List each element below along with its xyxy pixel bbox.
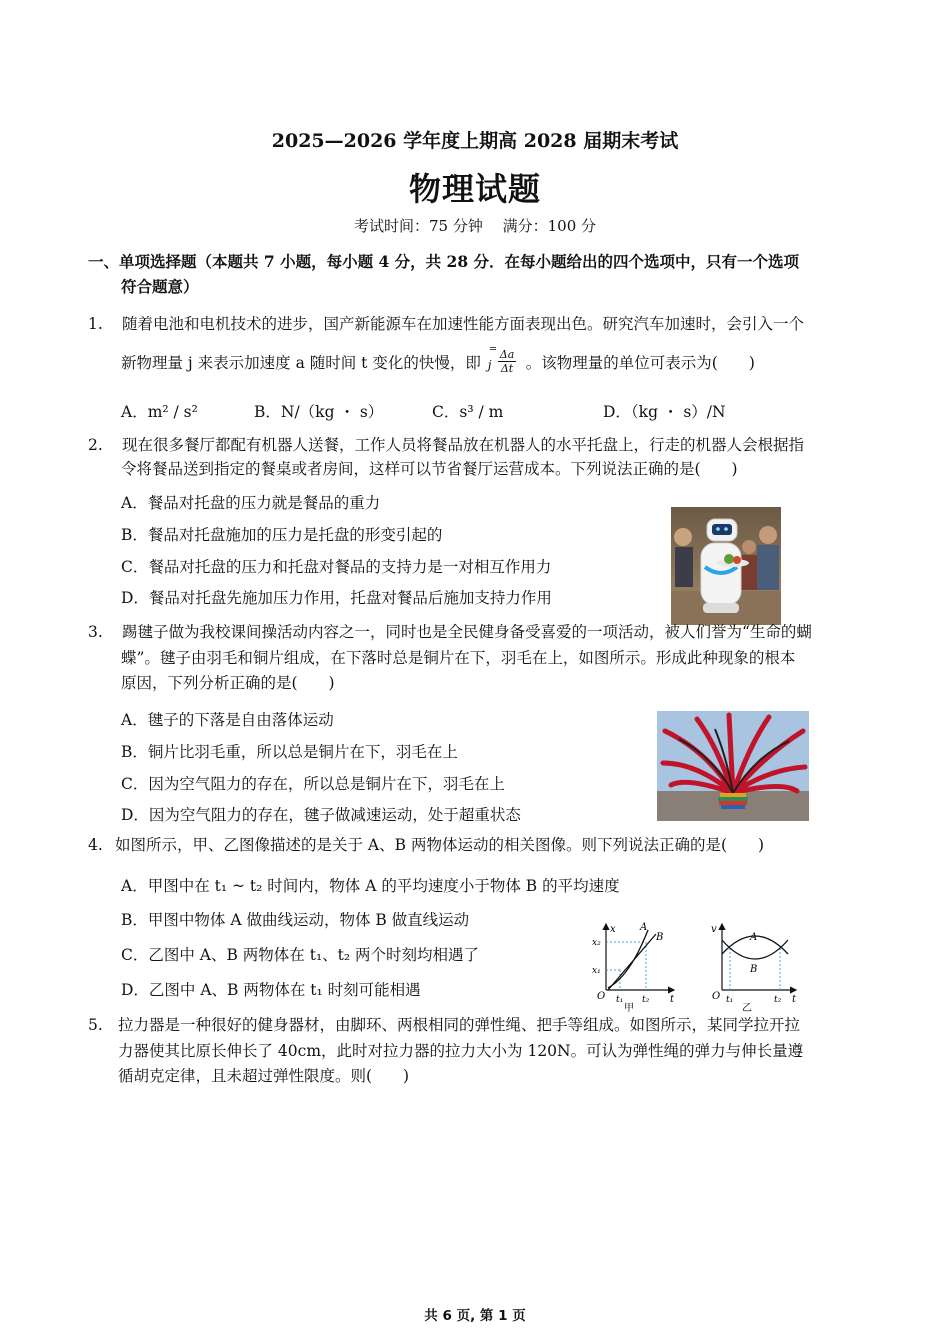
question-text: 现在很多餐厅都配有机器人送餐，工作人员将餐品放在机器人的水平托盘上，行走的机器人会根据指 [122, 436, 805, 454]
option-c[interactable]: C．s³ / m [432, 403, 504, 421]
label-t2: t₂ [774, 995, 782, 1005]
question-number: 5. [88, 1016, 103, 1034]
option-b[interactable]: B．甲图中物体 A 做曲线运动，物体 B 做直线运动 [121, 911, 470, 929]
option-d[interactable]: D．餐品对托盘先施加压力作用，托盘对餐品后施加支持力作用 [121, 589, 552, 607]
label-a: A [640, 922, 648, 933]
graph-yi [708, 920, 800, 1012]
formula-fraction [498, 348, 517, 375]
question-5 [88, 1013, 800, 1035]
formula [486, 346, 526, 382]
graph-caption: 乙 [742, 1003, 752, 1012]
option-a[interactable]: A．甲图中在 t₁ ~ t₂ 时间内，物体 A 的平均速度小于物体 B 的平均速度 [121, 877, 620, 895]
question-1 [88, 312, 804, 334]
option-c[interactable]: C．因为空气阻力的存在，所以总是铜片在下，羽毛在上 [121, 775, 505, 793]
shuttlecock-image [657, 711, 809, 821]
label-t: t [670, 994, 675, 1005]
label-a: A [750, 932, 758, 943]
question-2-line2: 令将餐品送到指定的餐桌或者房间，这样可以节省餐厅运营成本。下列说法正确的是( ) [121, 460, 738, 478]
option-c[interactable]: C．乙图中 A、B 两物体在 t₁、t₂ 两个时刻均相遇了 [121, 946, 480, 964]
question-text: 如图所示，甲、乙图像描述的是关于 A、B 两物体运动的相关图像。则下列说法正确的是( ) [115, 836, 765, 854]
option-b[interactable]: B．铜片比羽毛重，所以总是铜片在下，羽毛在上 [121, 743, 458, 761]
formula-lhs: j [487, 358, 492, 372]
question-text: 拉力器是一种很好的健身器材，由脚环、两根相同的弹性绳、把手等组成。如图所示，某同学拉开拉 [118, 1016, 801, 1034]
question-number: 3. [88, 623, 103, 641]
formula-eq: = [488, 344, 498, 355]
option-a[interactable]: A．餐品对托盘的压力就是餐品的重力 [121, 494, 381, 512]
label-t1: t₁ [616, 995, 624, 1005]
label-t2: t₂ [642, 995, 650, 1005]
label-v: v [711, 924, 717, 935]
question-text: 踢毽子做为我校课间操活动内容之一，同时也是全民健身备受喜爱的一项活动，被人们誉为“生命的蝴 [122, 623, 812, 641]
label-x: x [610, 924, 616, 935]
question-number: 1. [88, 315, 103, 333]
question-2 [88, 433, 804, 455]
question-5-line3: 循胡克定律，且未超过弹性限度。则( ) [118, 1067, 410, 1085]
label-origin: O [712, 991, 721, 1002]
option-b[interactable]: B．餐品对托盘施加的压力是托盘的形变引起的 [121, 526, 443, 544]
question-text: 。该物理量的单位可表示为( ) [525, 354, 755, 372]
question-number: 4. [88, 836, 103, 854]
graph-jia [590, 920, 680, 1012]
curve-a [608, 930, 648, 988]
label-origin: O [597, 991, 606, 1002]
section-heading: 一、单项选择题（本题共 7 小题，每小题 4 分，共 28 分．在每小题给出的四个选项中，只有一个选项 [88, 252, 800, 271]
option-c[interactable]: C．餐品对托盘的压力和托盘对餐品的支持力是一对相互作用力 [121, 558, 552, 576]
subject-title: 物理试题 [408, 170, 541, 208]
label-t1: t₁ [726, 995, 734, 1005]
section-heading-cont: 符合题意） [121, 277, 199, 296]
question-1-line2 [121, 343, 755, 383]
question-3-line3: 原因，下列分析正确的是( ) [121, 674, 335, 692]
option-a[interactable]: A．m² / s² [121, 403, 198, 421]
option-d[interactable]: D．（kg ・ s）/N [603, 403, 726, 421]
exam-title: 2025—2026 学年度上期高 2028 届期末考试 [271, 130, 679, 152]
label-b: B [656, 932, 664, 943]
label-b: B [750, 964, 758, 975]
robot-waiter-image [671, 507, 781, 625]
question-text: 随着电池和电机技术的进步，国产新能源车在加速性能方面表现出色。研究汽车加速时，会引入一个 [122, 315, 805, 333]
exam-info: 考试时间：75 分钟 满分：100 分 [353, 217, 597, 235]
label-x2: x₂ [592, 938, 601, 948]
question-4 [88, 833, 764, 855]
question-5-line2: 力器使其比原长伸长了 40cm，此时对拉力器的拉力大小为 120N。可认为弹性绳的弹力与伸长量遵 [118, 1042, 804, 1060]
question-number: 2. [88, 436, 103, 454]
question-3-line2: 蝶”。毽子由羽毛和铜片组成，在下落时总是铜片在下，羽毛在上，如图所示。形成此种现象的根本 [121, 649, 796, 667]
question-text: 新物理量 j 来表示加速度 a 随时间 t 变化的快慢，即 [121, 354, 481, 372]
option-a[interactable]: A．毽子的下落是自由落体运动 [121, 711, 334, 729]
question-3 [88, 620, 812, 642]
page-footer: 共 6 页, 第 1 页 [424, 1308, 526, 1324]
label-t: t [792, 994, 797, 1005]
option-b[interactable]: B．N/（kg ・ s） [254, 403, 384, 421]
option-d[interactable]: D．乙图中 A、B 两物体在 t₁ 时刻可能相遇 [121, 981, 421, 999]
graph-caption: 甲 [624, 1003, 634, 1012]
formula-numerator: Δa [499, 348, 515, 361]
label-x1: x₁ [592, 966, 601, 976]
option-d[interactable]: D．因为空气阻力的存在，毽子做减速运动，处于超重状态 [121, 806, 521, 824]
formula-denominator: Δt [500, 362, 514, 375]
